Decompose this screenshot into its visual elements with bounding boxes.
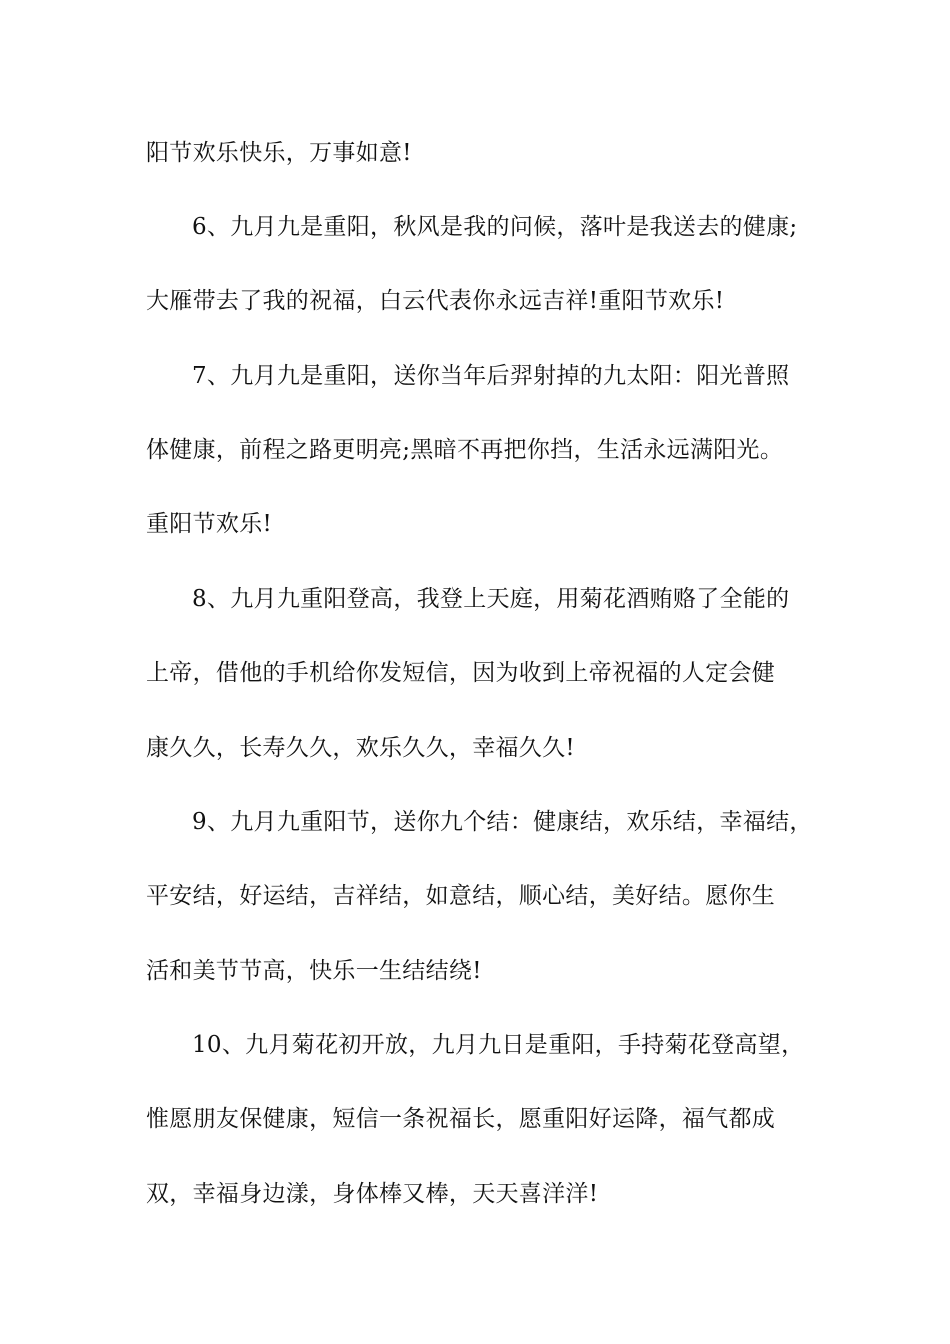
text-line: 阳节欢乐快乐，万事如意! bbox=[146, 140, 412, 166]
text-line: 重阳节欢乐! bbox=[146, 511, 273, 537]
text-line: 6、九月九是重阳，秋风是我的问候，落叶是我送去的健康; bbox=[192, 214, 798, 240]
text-line: 平安结，好运结，吉祥结，如意结，顺心结，美好结。愿你生 bbox=[146, 883, 776, 909]
text-line: 活和美节节高，快乐一生结结绕! bbox=[146, 958, 482, 984]
text-line: 康久久，长寿久久，欢乐久久，幸福久久! bbox=[146, 735, 575, 761]
text-line: 体健康，前程之路更明亮;黑暗不再把你挡，生活永远满阳光。 bbox=[146, 437, 784, 463]
text-line: 双，幸福身边漾，身体棒又棒，天天喜洋洋! bbox=[146, 1181, 599, 1207]
text-line: 惟愿朋友保健康，短信一条祝福长，愿重阳好运降，福气都成 bbox=[146, 1106, 776, 1132]
text-line: 7、九月九是重阳，送你当年后羿射掉的九太阳：阳光普照 bbox=[192, 363, 790, 389]
text-line: 大雁带去了我的祝福，白云代表你永远吉祥!重阳节欢乐! bbox=[146, 288, 725, 314]
text-line: 10、九月菊花初开放，九月九日是重阳，手持菊花登高望， bbox=[192, 1032, 805, 1058]
text-line: 9、九月九重阳节，送你九个结：健康结，欢乐结，幸福结， bbox=[192, 809, 813, 835]
text-line: 上帝，借他的手机给你发短信，因为收到上帝祝福的人定会健 bbox=[146, 660, 776, 686]
text-line: 8、九月九重阳登高，我登上天庭，用菊花酒贿赂了全能的 bbox=[192, 586, 790, 612]
